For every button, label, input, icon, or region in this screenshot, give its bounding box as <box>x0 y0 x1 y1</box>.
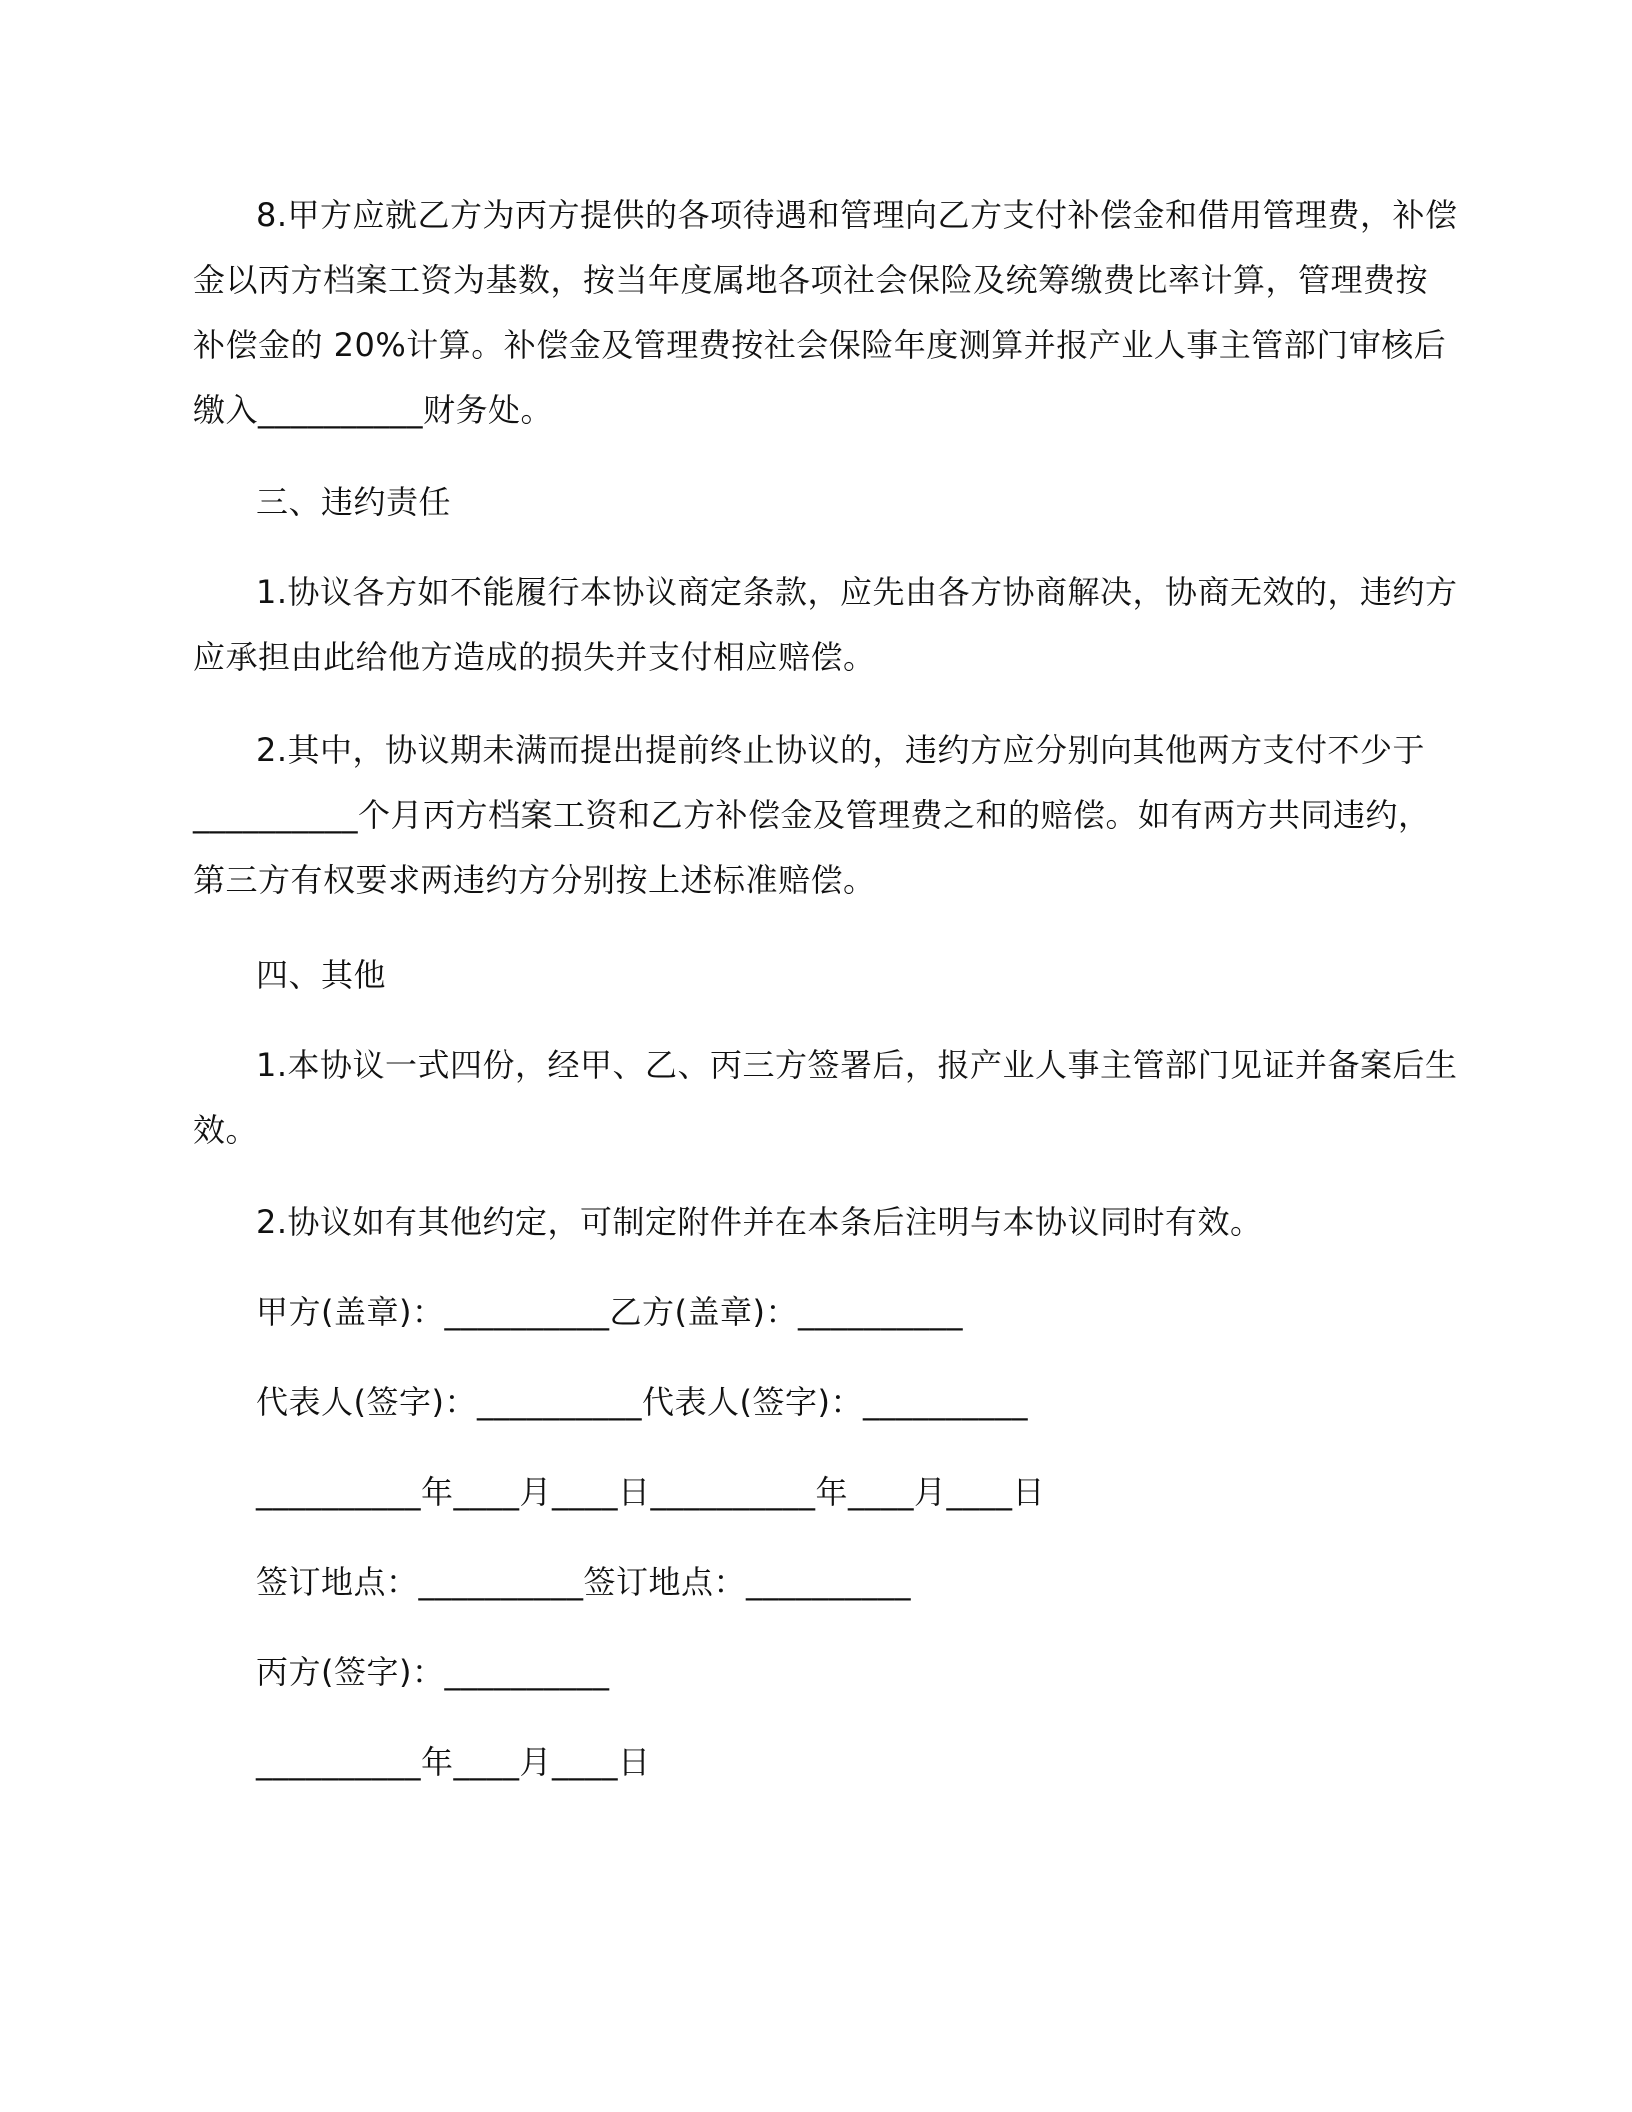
signature-representative-line: 代表人(签字)：__________代表人(签字)：__________ <box>256 1383 1028 1421</box>
signing-place-line: 签订地点：__________签订地点：__________ <box>256 1563 912 1601</box>
s3-item1-line-1: 1.协议各方如不能履行本协议商定条款，应先由各方协商解决，协商无效的，违约方 <box>256 573 1458 611</box>
s4-item1-line-2: 效。 <box>193 1111 259 1149</box>
s4-item1-line-1: 1.本协议一式四份，经甲、乙、丙三方签署后，报产业人事主管部门见证并备案后生 <box>256 1046 1458 1084</box>
s3-item1-line-2: 应承担由此给他方造成的损失并支付相应赔偿。 <box>193 638 876 676</box>
s3-item2-line-1: 2.其中，协议期未满而提出提前终止协议的，违约方应分别向其他两方支付不少于 <box>256 731 1426 769</box>
clause-8-line-1: 8.甲方应就乙方为丙方提供的各项待遇和管理向乙方支付补偿金和借用管理费，补偿 <box>256 196 1458 234</box>
s3-item2-line-2: __________个月丙方档案工资和乙方补偿金及管理费之和的赔偿。如有两方共同违约， <box>193 796 1431 834</box>
signature-date-line: __________年____月____日__________年____月____日 <box>256 1473 1046 1511</box>
signature-seal-line: 甲方(盖章)：__________乙方(盖章)：__________ <box>256 1293 963 1331</box>
s4-item2: 2.协议如有其他约定，可制定附件并在本条后注明与本协议同时有效。 <box>256 1203 1263 1241</box>
section-4-heading: 四、其他 <box>256 956 387 994</box>
party-c-date-line: __________年____月____日 <box>256 1743 651 1781</box>
clause-8-line-3: 补偿金的 20%计算。补偿金及管理费按社会保险年度测算并报产业人事主管部门审核后 <box>193 326 1447 364</box>
clause-8-line-4: 缴入__________财务处。 <box>193 391 554 429</box>
party-c-signature-line: 丙方(签字)：__________ <box>256 1653 610 1691</box>
clause-8-line-2: 金以丙方档案工资为基数，按当年度属地各项社会保险及统筹缴费比率计算，管理费按 <box>193 261 1429 299</box>
section-3-heading: 三、违约责任 <box>256 483 452 521</box>
s3-item2-line-3: 第三方有权要求两违约方分别按上述标准赔偿。 <box>193 861 876 899</box>
